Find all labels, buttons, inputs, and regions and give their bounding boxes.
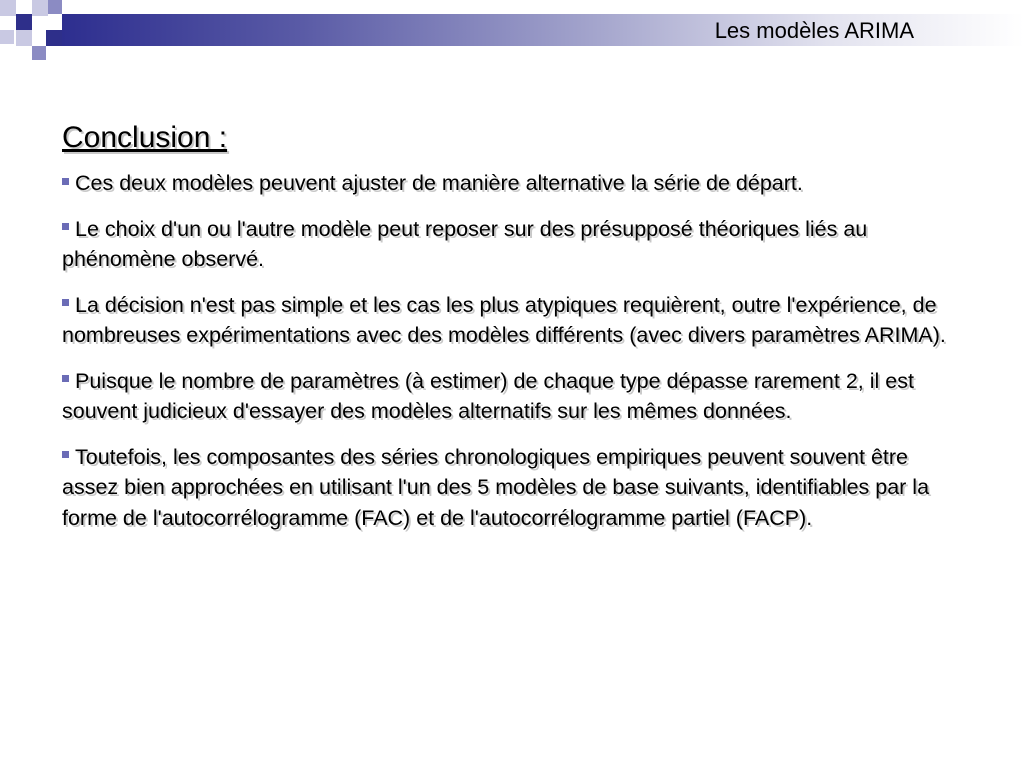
square-decoration: [0, 0, 16, 16]
square-decoration: [46, 30, 62, 46]
square-bullet-icon: [62, 178, 69, 185]
square-decoration: [16, 14, 32, 30]
square-bullet-icon: [62, 299, 69, 306]
square-decoration: [32, 46, 46, 60]
square-bullet-icon: [62, 223, 69, 230]
square-bullet-icon: [62, 451, 69, 458]
bullet-text: Toutefois, les composantes des séries chronologiques empiriques peuvent souvent être assez bien approchées en utilisant l'un des 5 modèles de base suivants, identifiables par la forme de l'autocorrélogramme (FAC) et de l'autocorrélogramme partiel (FACP).: [62, 444, 930, 530]
square-bullet-icon: [62, 375, 69, 382]
square-decoration: [32, 0, 48, 16]
bullet-text: Ces deux modèles peuvent ajuster de manière alternative la série de départ.: [75, 171, 803, 195]
square-decoration: [0, 30, 14, 44]
bullet-item: [62, 366, 962, 427]
slide-header-title: Les modèles ARIMA: [714, 18, 914, 43]
slide-content: [62, 120, 962, 548]
bullet-text: La décision n'est pas simple et les cas les plus atypiques requièrent, outre l'expérience, de nombreuses expérimentations avec des modèles différents (avec divers paramètres ARIMA).: [62, 292, 946, 347]
bullet-item: [62, 442, 962, 534]
square-decoration: [48, 0, 62, 14]
bullet-list: [62, 168, 962, 533]
bullet-text: Le choix d'un ou l'autre modèle peut reposer sur des présupposé théoriques liés au phénomène observé.: [62, 216, 868, 271]
bullet-text: Puisque le nombre de paramètres (à estimer) de chaque type dépasse rarement 2, il est souvent judicieux d'essayer des modèles alternatifs sur les mêmes données.: [62, 368, 914, 423]
bullet-item: [62, 168, 962, 199]
bullet-item: [62, 214, 962, 275]
section-title: Conclusion :: [62, 121, 228, 154]
square-decoration: [16, 30, 32, 46]
bullet-item: [62, 290, 962, 351]
